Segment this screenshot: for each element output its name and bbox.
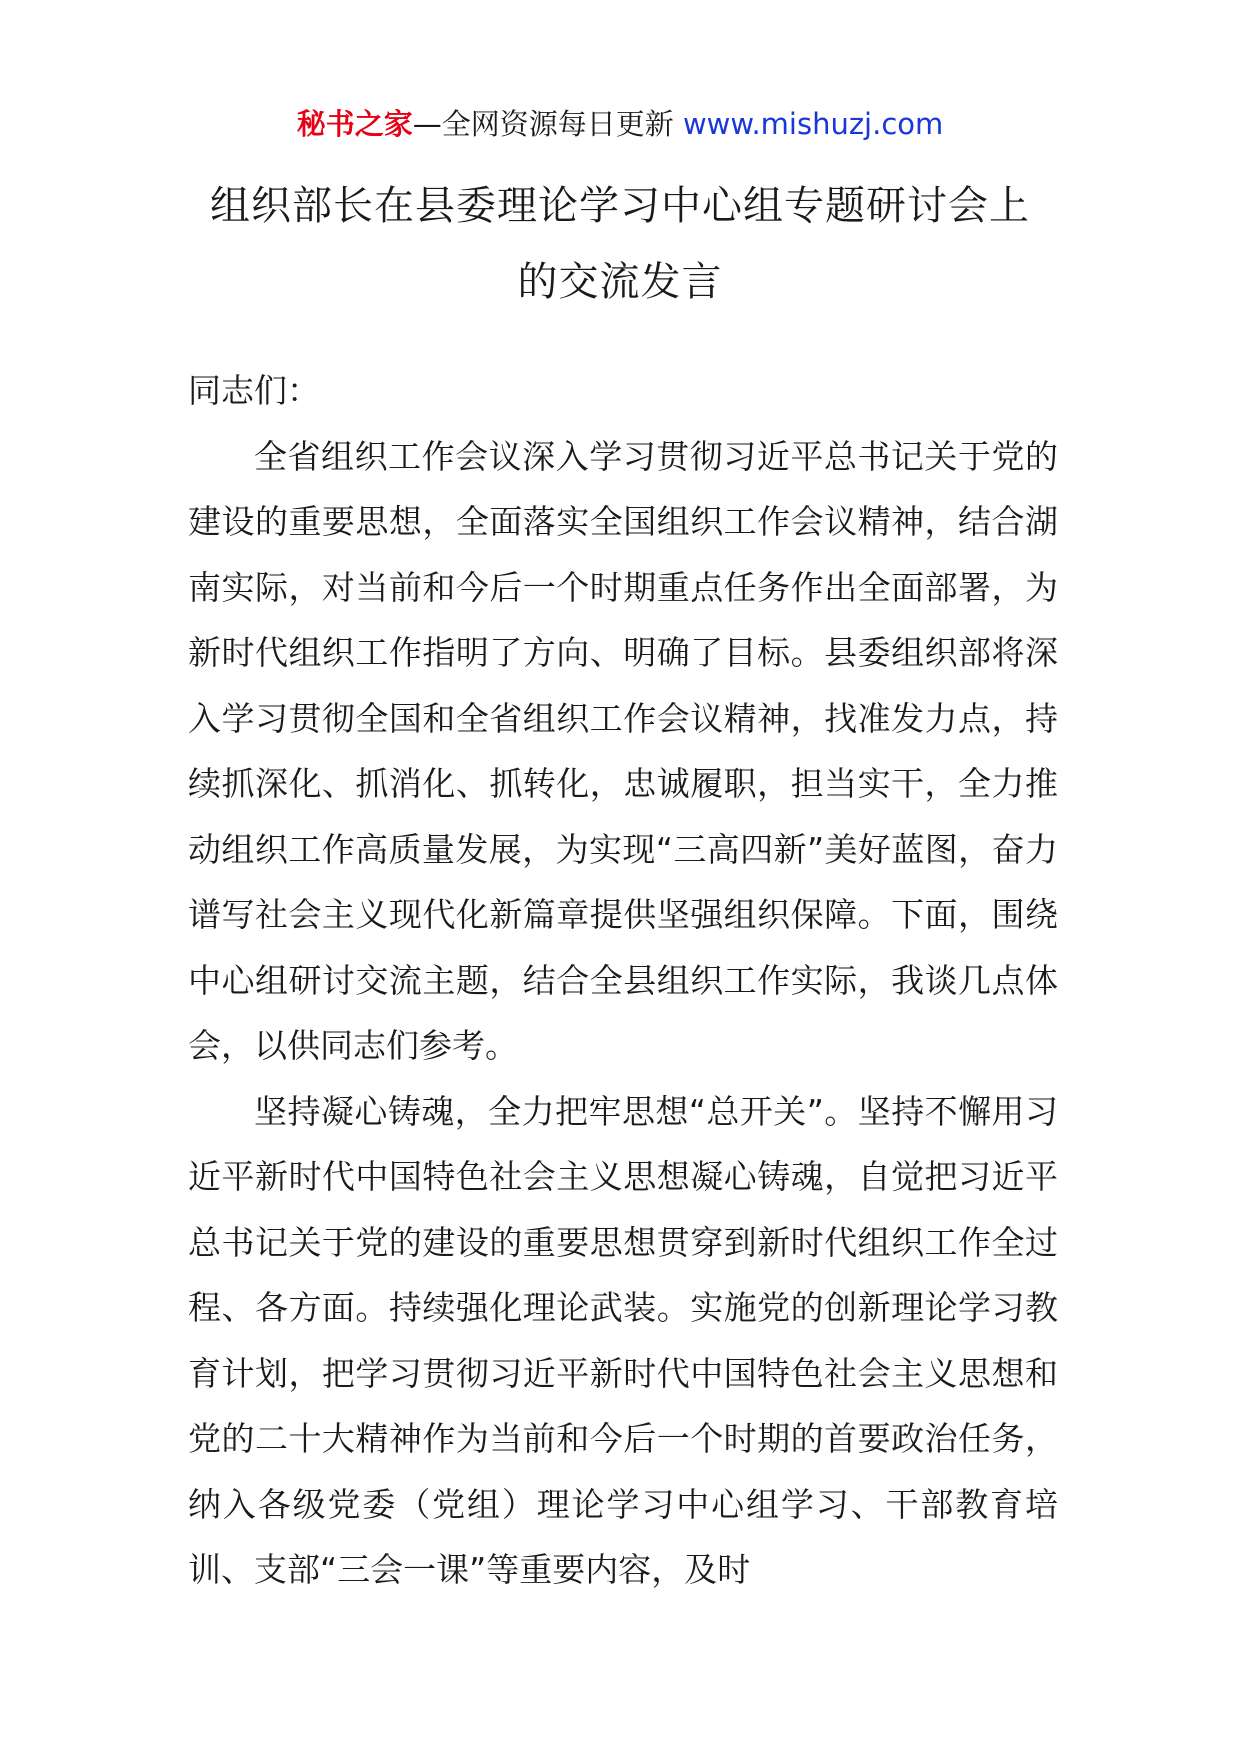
body-paragraph: 全省组织工作会议深入学习贯彻习近平总书记关于党的建设的重要思想，全面落实全国组织工作会议精神，结合湖南实际，对当前和今后一个时期重点任务作出全面部署，为新时代组织工作指明了方向、明确了目标。县委组织部将深入学习贯彻全国和全省组织工作会议精神，找准发力点，持续抓深化、抓消化、抓转化，忠诚履职，担当实干，全力推动组织工作高质量发展，为实现“三高四新”美好蓝图，奋力谱写社会主义现代化新篇章提供坚强组织保障。下面，围绕中心组研讨交流主题，结合全县组织工作实际，我谈几点体会，以供同志们参考。 xyxy=(188,436,1058,1065)
body-paragraph: 坚持凝心铸魂，全力把牢思想“总开关”。坚持不懈用习近平新时代中国特色社会主义思想凝心铸魂，自觉把习近平总书记关于党的建设的重要思想贯穿到新时代组织工作全过程、各方面。持续强化理论武装。实施党的创新理论学习教育计划，把学习贯彻习近平新时代中国特色社会主义思想和党的二十大精神作为当前和今后一个时期的首要政治任务，纳入各级党委（党组）理论学习中心组学习、干部教育培训、支部“三会一课”等重要内容，及时 xyxy=(188,1091,1058,1589)
document-body xyxy=(188,358,1058,1603)
header-tagline: —全网资源每日更新 xyxy=(412,107,674,141)
site-header xyxy=(0,104,1240,144)
site-url-link[interactable]: www.mishuzj.com xyxy=(682,107,944,141)
brand-name: 秘书之家 xyxy=(296,107,413,141)
salutation: 同志们： xyxy=(188,371,320,410)
document-title: 组织部长在县委理论学习中心组专题研讨会上的交流发言 xyxy=(210,183,1030,305)
